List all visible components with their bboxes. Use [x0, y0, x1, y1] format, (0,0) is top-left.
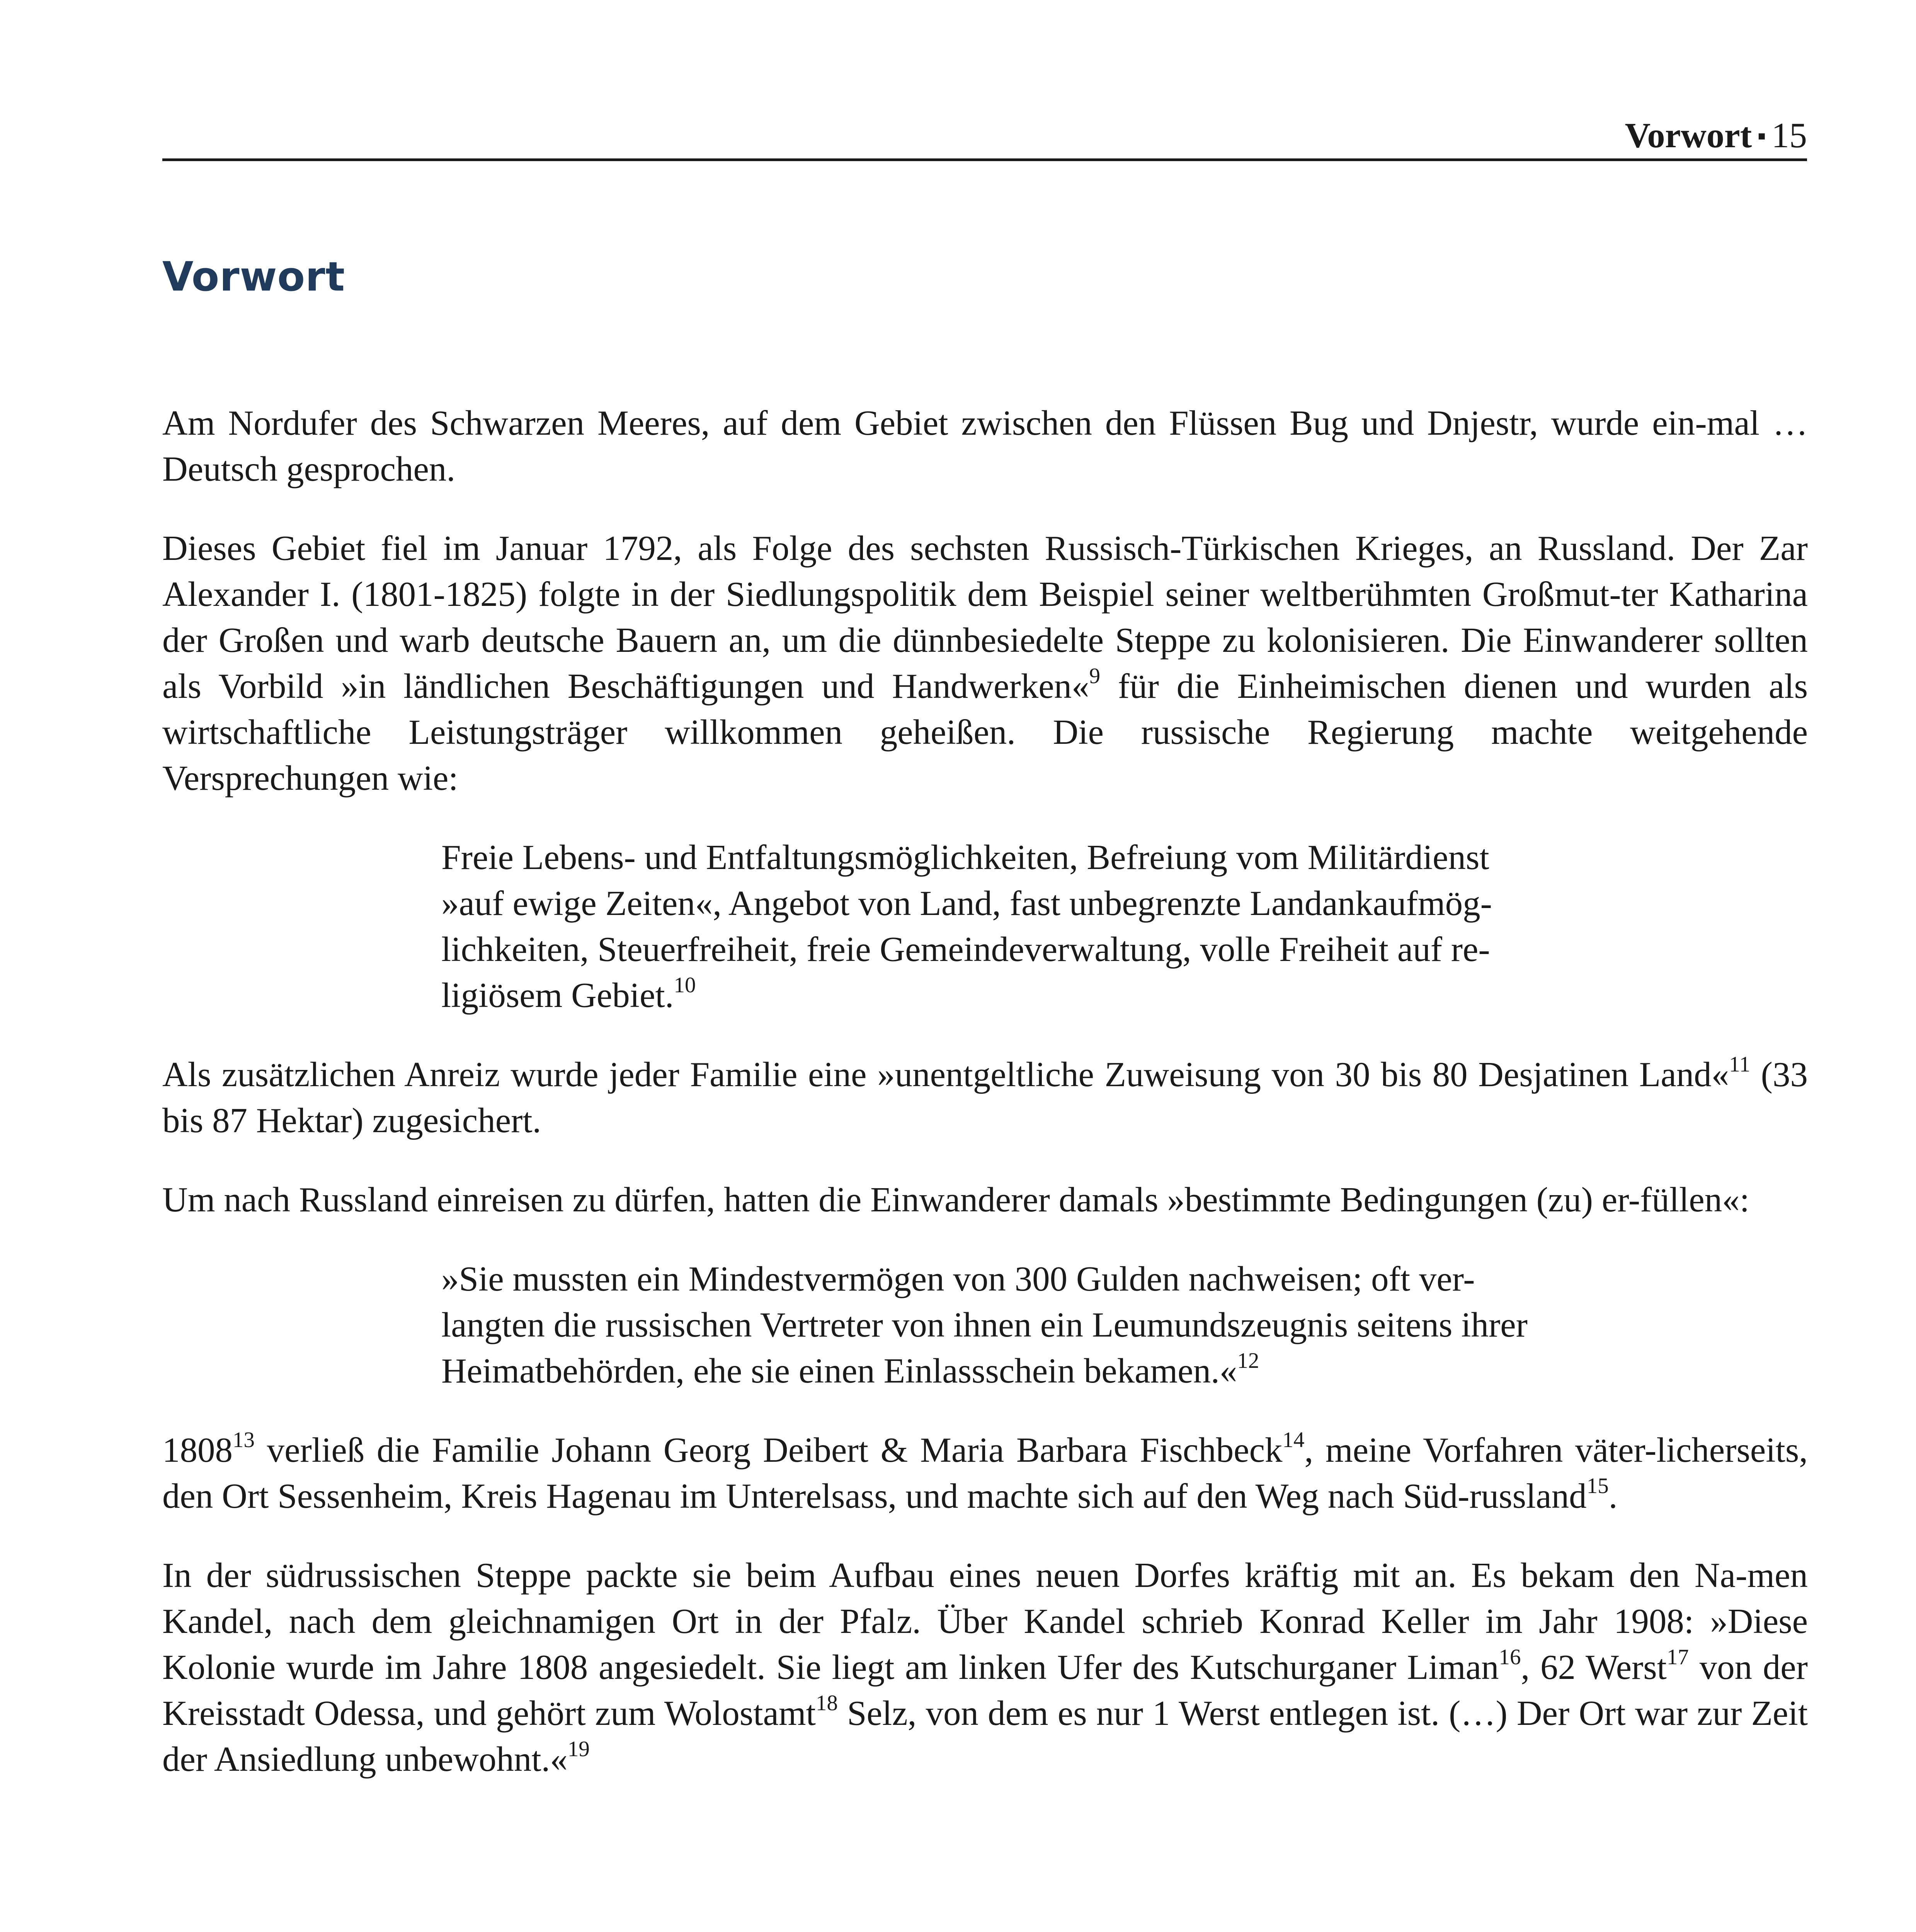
chapter-title: Vorwort [162, 253, 345, 300]
paragraph-text: Als zusätzlichen Anreiz wurde jeder Familie eine »unentgeltliche Zuweisung von 30 bis 80 Desjatinen Land« [162, 1055, 1729, 1094]
footnote-reference[interactable]: 13 [233, 1428, 255, 1452]
paragraph-text: , 62 Werst [1521, 1648, 1667, 1687]
paragraph-text: Dieses Gebiet fiel im Januar 1792, als Folge des sechsten Russisch-Türkischen Krieges, an Russland. Der Zar Alexander I. (1801-1825) folgte in der Siedlungspolitik dem Beispiel seiner weltberühmten Großmut-ter Katharina der Großen und warb deutsche Bauern an, um die dünnbesiedelte Steppe zu kolonisieren. Die Einwanderer sollten als Vorbild »in ländlichen Beschäftigungen und Handwerken« [162, 529, 1808, 706]
page-number: 15 [1771, 116, 1807, 155]
paragraph-text: Selz, von dem es nur 1 Werst entlegen ist. (…) Der Ort war zur Zeit der Ansiedlung unbewohnt.« [162, 1694, 1808, 1779]
block-quote-2 [162, 1256, 1556, 1394]
header-separator: ▪ [1757, 122, 1766, 150]
paragraph-text: , meine Vorfahren väter-licherseits, den Ort Sessenheim, Kreis Hagenau im Unterelsass, und machte sich auf den Weg nach Süd-russland [162, 1430, 1808, 1515]
footnote-reference[interactable]: 15 [1586, 1474, 1609, 1498]
paragraph-3 [162, 1051, 1808, 1143]
paragraph-text: Am Nordufer des Schwarzen Meeres, auf dem Gebiet zwischen den Flüssen Bug und Dnjestr, wurde ein-mal … Deutsch gesprochen. [162, 403, 1808, 488]
paragraph-2 [162, 525, 1808, 801]
paragraph-text: (33 bis 87 Hektar) zugesichert. [162, 1055, 1808, 1140]
paragraph-text: 1808 [162, 1430, 233, 1469]
footnote-reference[interactable]: 17 [1666, 1645, 1689, 1669]
paragraph-1 [162, 400, 1808, 492]
footnote-reference[interactable]: 10 [674, 973, 696, 997]
running-header [162, 112, 1807, 161]
footnote-reference[interactable]: 18 [815, 1691, 838, 1715]
paragraph-text: für die Einheimischen dienen und wurden als wirtschaftliche Leistungsträger willkommen geheißen. Die russische Regierung machte weitgehende Versprechungen wie: [162, 667, 1808, 798]
paragraph-4 [162, 1177, 1808, 1223]
body-text [162, 400, 1808, 1815]
footnote-reference[interactable]: 14 [1282, 1428, 1305, 1452]
footnote-reference[interactable]: 12 [1237, 1349, 1259, 1373]
footnote-reference[interactable]: 11 [1729, 1052, 1751, 1077]
header-section-title: Vorwort [1625, 116, 1752, 155]
quote-text: »Sie mussten ein Mindestvermögen von 300 Gulden nachweisen; oft ver-langten die russischen Vertreter von ihnen ein Leumundszeugnis seitens ihrer Heimatbehörden, ehe sie einen Einlassschein bekamen.« [441, 1259, 1528, 1390]
paragraph-5 [162, 1427, 1808, 1519]
paragraph-text: . [1608, 1476, 1618, 1515]
paragraph-text: verließ die Familie Johann Georg Deibert & Maria Barbara Fischbeck [255, 1430, 1283, 1469]
paragraph-6 [162, 1552, 1808, 1782]
block-quote-1 [162, 834, 1556, 1018]
footnote-reference[interactable]: 19 [567, 1737, 590, 1761]
paragraph-text: Um nach Russland einreisen zu dürfen, hatten die Einwanderer damals »bestimmte Bedingungen (zu) er-füllen«: [162, 1180, 1750, 1219]
footnote-reference[interactable]: 9 [1089, 664, 1101, 688]
paragraph-text: von der Kreisstadt Odessa, und gehört zum Wolostamt [162, 1648, 1808, 1733]
quote-text: Freie Lebens- und Entfaltungsmöglichkeiten, Befreiung vom Militärdienst »auf ewige Zeiten«, Angebot von Land, fast unbegrenzte Landankaufmög-lichkeiten, Steuerfreiheit, freie Gemeindeverwaltung, volle Freiheit auf re-ligiösem Gebiet. [441, 838, 1492, 1015]
paragraph-text: In der südrussischen Steppe packte sie beim Aufbau eines neuen Dorfes kräftig mit an. Es bekam den Na-men Kandel, nach dem gleichnamigen Ort in der Pfalz. Über Kandel schrieb Konrad Keller im Jahr 1908: »Diese Kolonie wurde im Jahre 1808 angesiedelt. Sie liegt am linken Ufer des Kutschurganer Liman [162, 1556, 1808, 1687]
footnote-reference[interactable]: 16 [1499, 1645, 1521, 1669]
